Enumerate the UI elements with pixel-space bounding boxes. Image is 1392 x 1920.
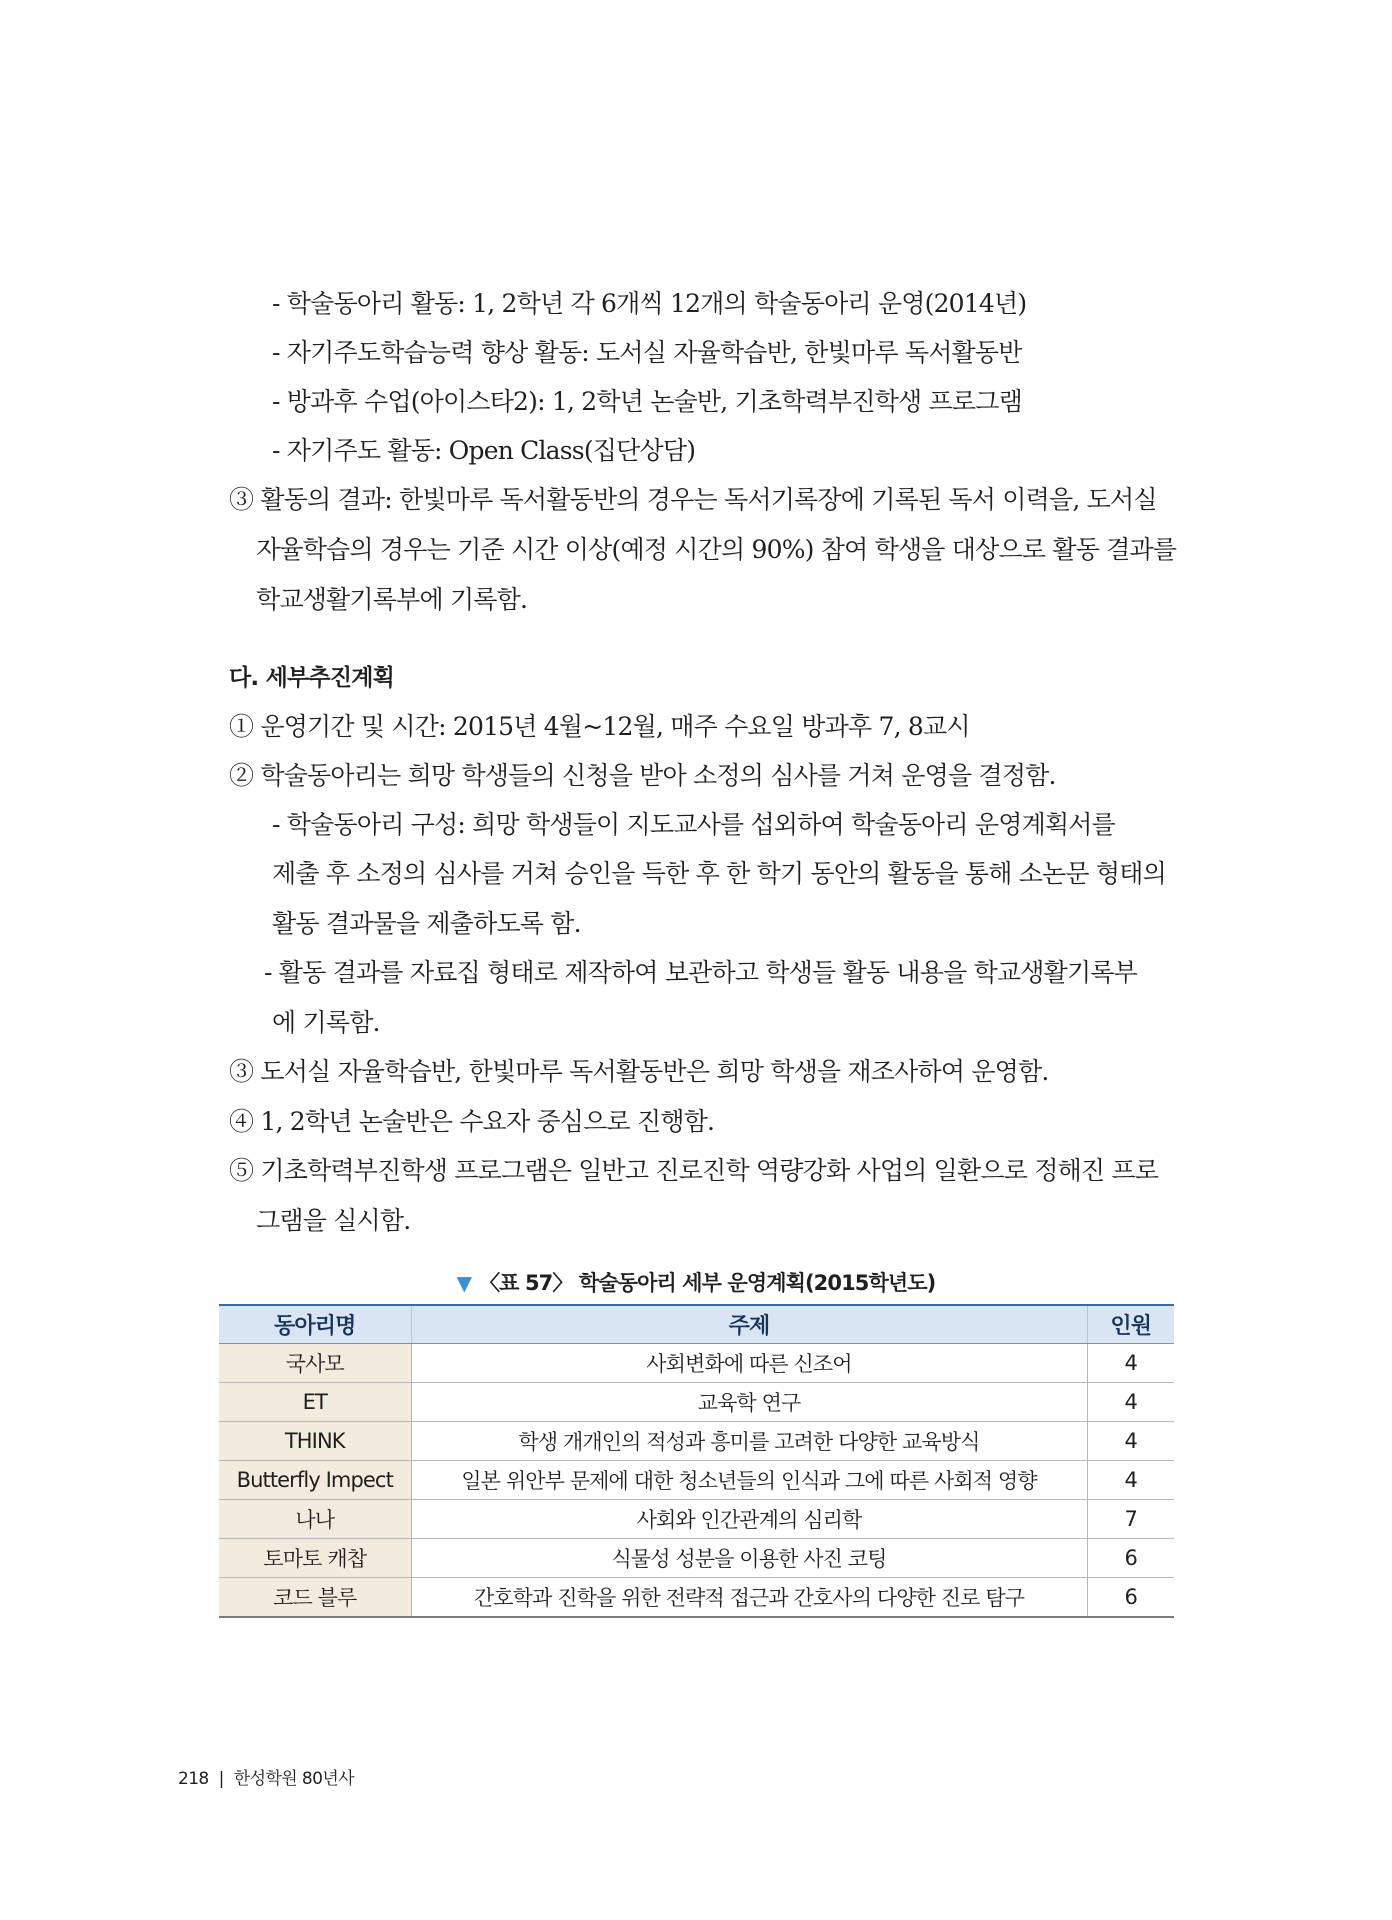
body-line: - 자기주도학습능력 향상 활동: 도서실 자율학습반, 한빛마루 독서활동반 — [272, 338, 1022, 367]
club-name-cell: 토마토 캐찹 — [219, 1539, 411, 1578]
table-row — [219, 1500, 1174, 1539]
topic-cell: 학생 개개인의 적성과 흥미를 고려한 다양한 교육방식 — [411, 1422, 1087, 1461]
topic-cell: 사회변화에 따른 신조어 — [411, 1344, 1087, 1383]
body-line: 학교생활기록부에 기록함. — [256, 585, 528, 614]
table-row — [219, 1539, 1174, 1578]
members-cell: 4 — [1087, 1383, 1174, 1422]
column-header-topic: 주제 — [411, 1305, 1087, 1344]
page-footer — [178, 1768, 354, 1790]
topic-cell: 사회와 인간관계의 심리학 — [411, 1500, 1087, 1539]
table-row — [219, 1383, 1174, 1422]
table-row — [219, 1422, 1174, 1461]
club-name-cell: 국사모 — [219, 1344, 411, 1383]
members-cell: 7 — [1087, 1500, 1174, 1539]
column-header-club-name: 동아리명 — [219, 1305, 411, 1344]
club-name-cell: 나나 — [219, 1500, 411, 1539]
footer-separator: | — [218, 1769, 224, 1789]
club-name-cell: ET — [219, 1383, 411, 1422]
table-row — [219, 1578, 1174, 1618]
page-number: 218 — [178, 1769, 209, 1789]
members-cell: 4 — [1087, 1461, 1174, 1500]
members-cell: 4 — [1087, 1422, 1174, 1461]
book-title: 한성학원 80년사 — [233, 1769, 354, 1789]
plan-line: 활동 결과물을 제출하도록 함. — [272, 909, 581, 938]
plan-line: - 학술동아리 구성: 희망 학생들이 지도교사를 섭외하여 학술동아리 운영계획서를 — [272, 810, 1115, 839]
triangle-down-icon: ▼ — [456, 1271, 472, 1295]
topic-cell: 일본 위안부 문제에 대한 청소년들의 인식과 그에 따른 사회적 영향 — [411, 1461, 1087, 1500]
club-plan-table — [219, 1304, 1174, 1618]
plan-line: 그램을 실시함. — [256, 1206, 411, 1235]
club-name-cell: 코드 블루 — [219, 1578, 411, 1618]
body-line: 자율학습의 경우는 기준 시간 이상(예정 시간의 90%) 참여 학생을 대상으로 활동 결과를 — [256, 535, 1177, 564]
club-name-cell: THINK — [219, 1422, 411, 1461]
members-cell: 6 — [1087, 1539, 1174, 1578]
body-line: - 자기주도 활동: Open Class(집단상담) — [272, 436, 696, 465]
section-heading: 다. 세부추진계획 — [229, 665, 395, 691]
topic-cell: 식물성 성분을 이용한 사진 코팅 — [411, 1539, 1087, 1578]
plan-line: 에 기록함. — [272, 1008, 380, 1037]
plan-line: ② 학술동아리는 희망 학생들의 신청을 받아 소정의 심사를 거쳐 운영을 결정함. — [229, 761, 1056, 790]
members-cell: 4 — [1087, 1344, 1174, 1383]
plan-line: ④ 1, 2학년 논술반은 수요자 중심으로 진행함. — [229, 1107, 715, 1136]
members-cell: 6 — [1087, 1578, 1174, 1618]
plan-line: ⑤ 기초학력부진학생 프로그램은 일반고 진로진학 역량강화 사업의 일환으로 정해진 프로 — [229, 1156, 1159, 1185]
topic-cell: 교육학 연구 — [411, 1383, 1087, 1422]
column-header-members: 인원 — [1087, 1305, 1174, 1344]
body-line: ③ 활동의 결과: 한빛마루 독서활동반의 경우는 독서기록장에 기록된 독서 이력을, 도서실 — [229, 485, 1157, 514]
body-line: - 방과후 수업(아이스타2): 1, 2학년 논술반, 기초학력부진학생 프로그램 — [272, 387, 1022, 416]
body-line: - 학술동아리 활동: 1, 2학년 각 6개씩 12개의 학술동아리 운영(2014년) — [272, 289, 1027, 318]
table-caption — [0, 1268, 1392, 1298]
table-row — [219, 1344, 1174, 1383]
plan-line: ③ 도서실 자율학습반, 한빛마루 독서활동반은 희망 학생을 재조사하여 운영함. — [229, 1057, 1049, 1086]
table-row — [219, 1461, 1174, 1500]
table-header-row — [219, 1305, 1174, 1344]
plan-line: 제출 후 소정의 심사를 거쳐 승인을 득한 후 한 학기 동안의 활동을 통해 소논문 형태의 — [272, 859, 1166, 888]
plan-line: ① 운영기간 및 시간: 2015년 4월~12월, 매주 수요일 방과후 7, 8교시 — [229, 712, 970, 741]
topic-cell: 간호학과 진학을 위한 전략적 접근과 간호사의 다양한 진로 탐구 — [411, 1578, 1087, 1618]
club-name-cell: Butterfly Impect — [219, 1461, 411, 1500]
table-caption-text: 〈표 57〉 학술동아리 세부 운영계획(2015학년도) — [479, 1271, 936, 1295]
plan-line: - 활동 결과를 자료집 형태로 제작하여 보관하고 학생들 활동 내용을 학교생활기록부 — [264, 958, 1138, 987]
